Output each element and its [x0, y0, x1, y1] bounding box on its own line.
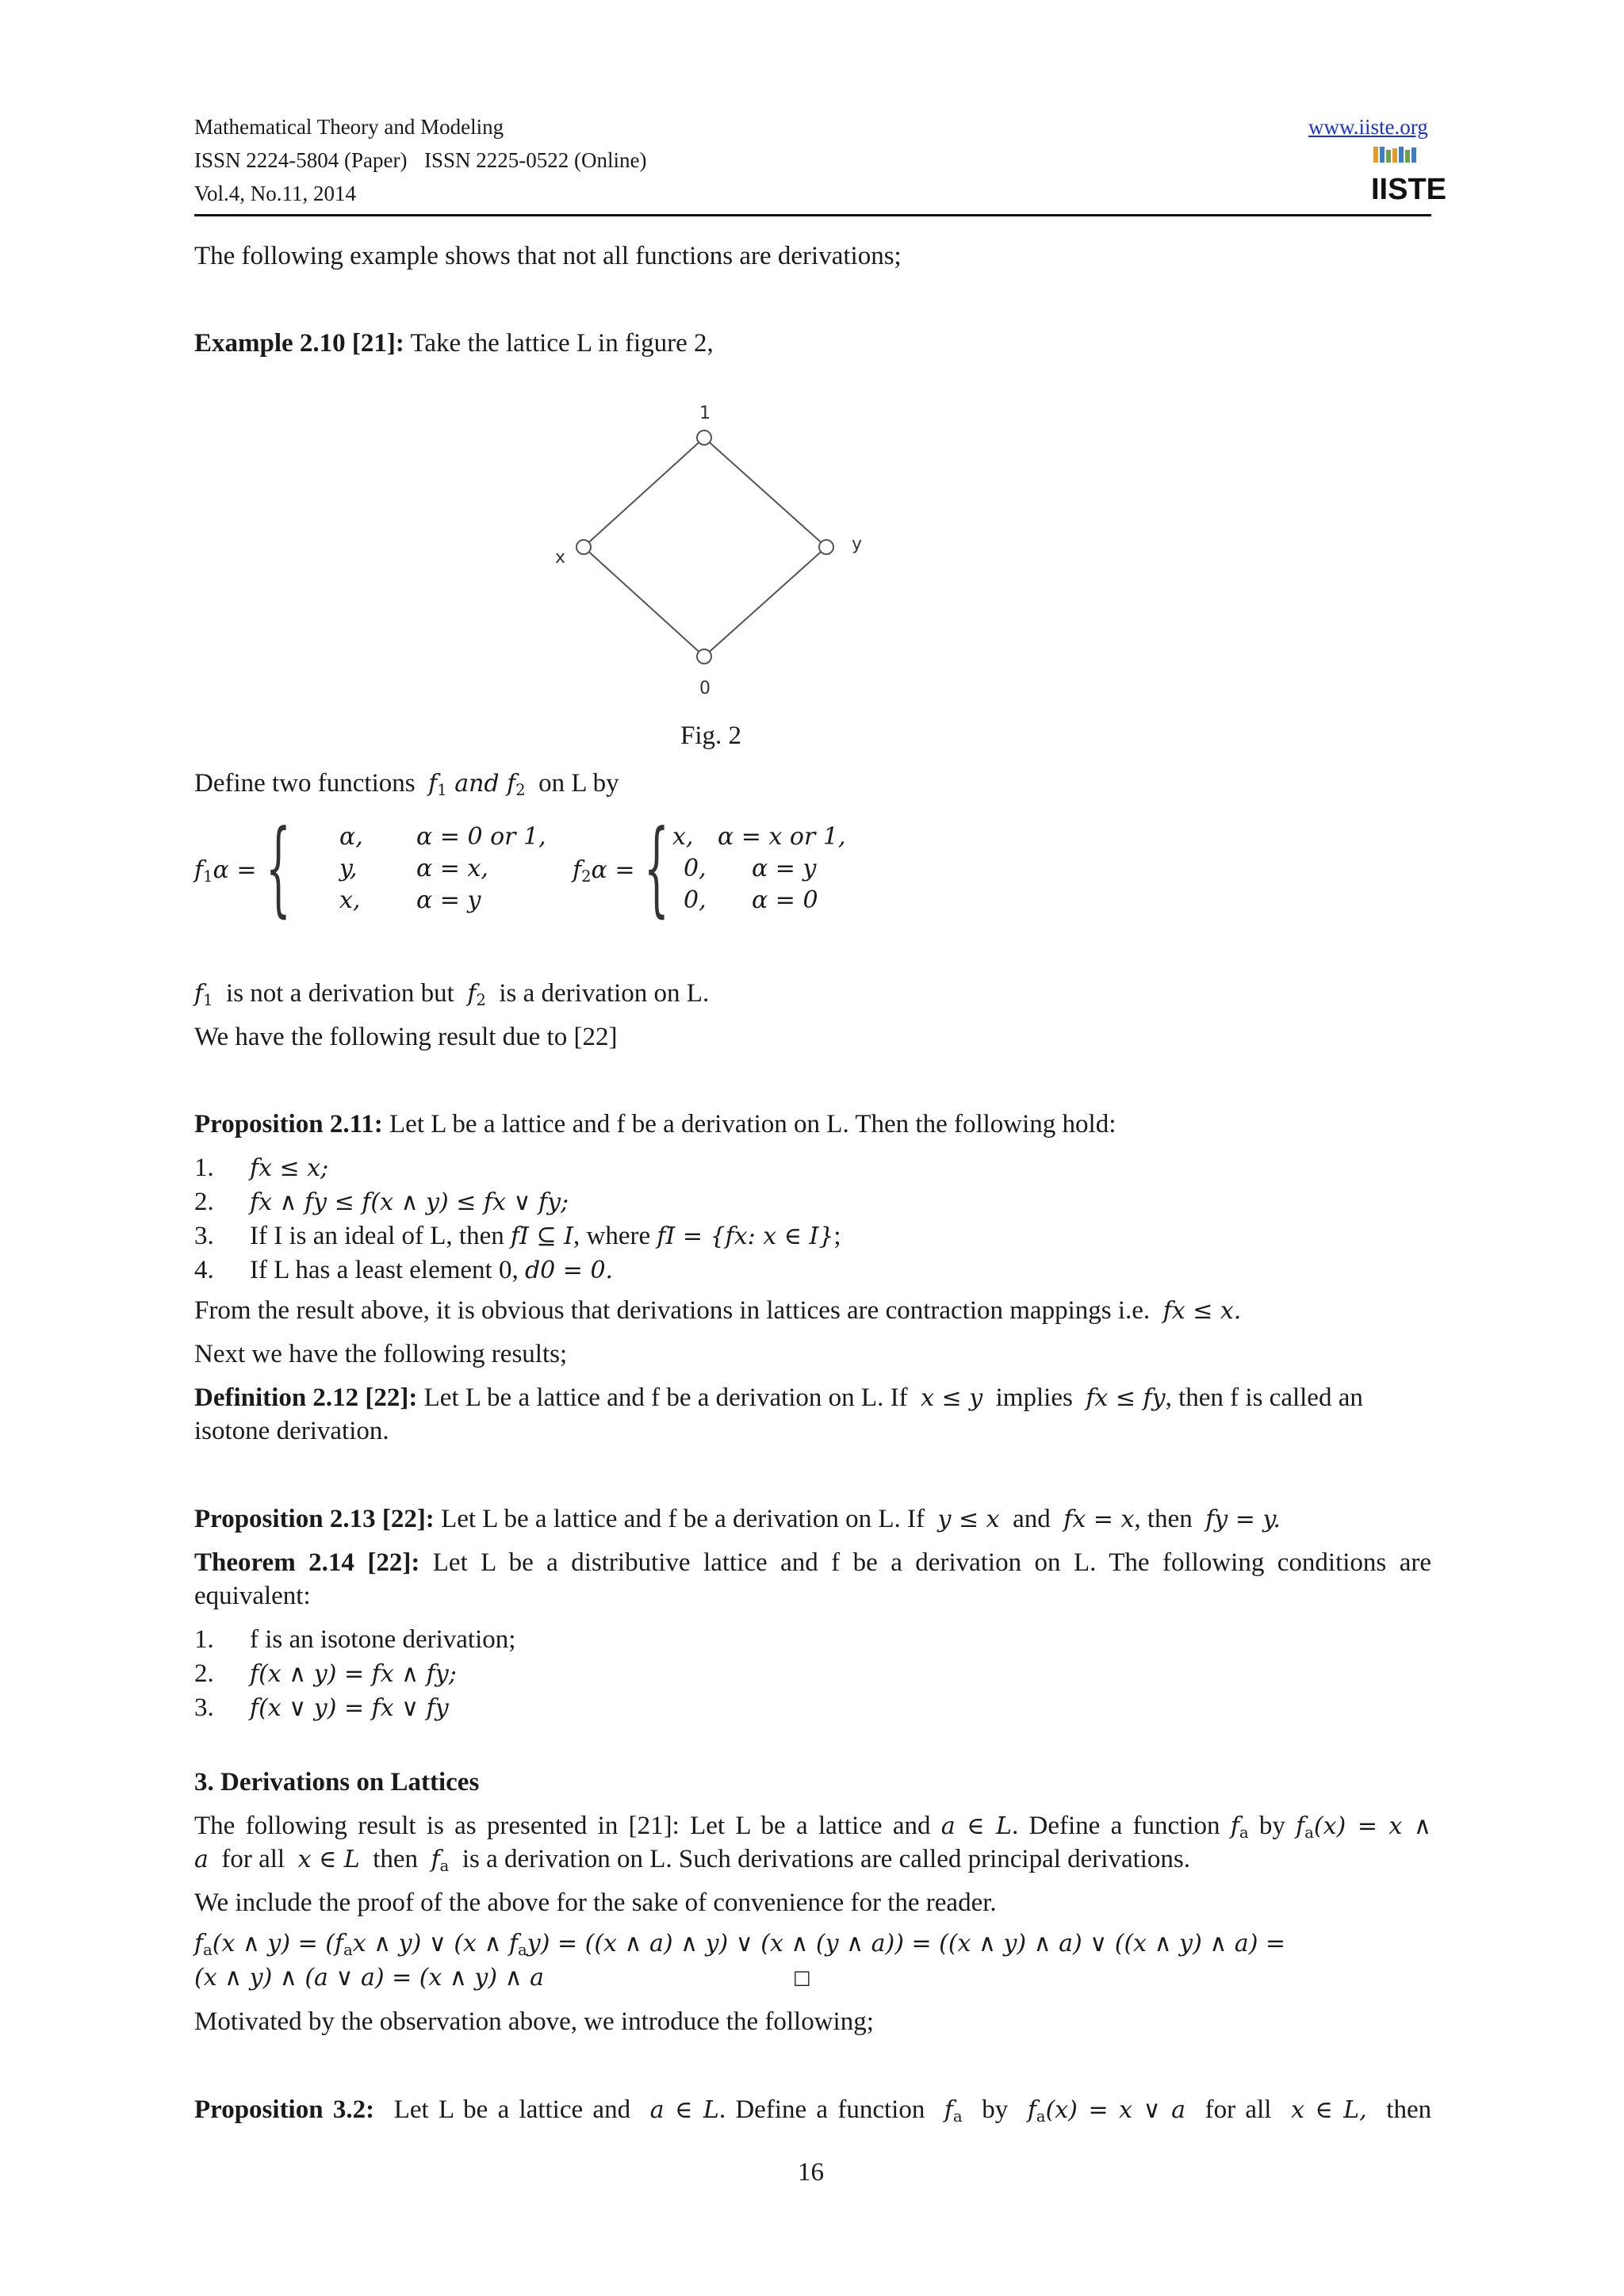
- iiste-logo: [1370, 145, 1447, 206]
- theorem-2-14-line2: equivalent:: [194, 1582, 311, 1610]
- qed-symbol: □: [793, 1966, 811, 1988]
- volume-info: Vol.4, No.11, 2014: [194, 182, 357, 205]
- label-right: y: [852, 534, 863, 554]
- theorem-2-14-item-1: 1. f is an isotone derivation;: [194, 1625, 516, 1654]
- label-top: 1: [699, 404, 710, 423]
- f1-case-1-cond: α = 0 or 1,: [416, 823, 546, 851]
- node-left: [576, 540, 591, 554]
- f1-case-1-value: α,: [339, 823, 363, 851]
- example-text: Take the lattice L in figure 2,: [410, 329, 714, 358]
- figure-caption: Fig. 2: [680, 721, 742, 750]
- lattice-diagram: [539, 396, 872, 706]
- svg-text:IISTE: IISTE: [1371, 173, 1447, 206]
- proof-intro: We include the proof of the above for the sake of convenience for the reader.: [194, 1888, 997, 1917]
- node-top: [697, 430, 711, 445]
- define-functions: Define two functions $f_1$ and $f_2$ on L by: [194, 769, 619, 799]
- edge-top-right: [704, 438, 826, 547]
- journal-title: Mathematical Theory and Modeling: [194, 115, 504, 139]
- theorem-2-14: Theorem 2.14 [22]: Let L be a distributive lattice and f be a derivation on L. The following conditions are: [194, 1548, 1431, 1577]
- f2-case-3-cond: α = 0: [752, 886, 818, 914]
- next-results: Next we have the following results;: [194, 1340, 568, 1368]
- section-3-paragraph-line1: The following result is as presented in [21]: Let L be a lattice and a ∈ L. Define a function $f_a$ by $f_a(x) = x$ ∧: [194, 1812, 1432, 1842]
- node-bottom: [697, 649, 711, 664]
- f1-case-2-cond: α = x,: [416, 855, 488, 882]
- example-label: Example 2.10 [21]:: [194, 329, 404, 358]
- f1-brace: {: [266, 808, 291, 928]
- header-rule: [194, 214, 1431, 216]
- f2-case-1-value: x,: [672, 823, 694, 851]
- theorem-2-14-item-2: 2. f(x ∧ y) = fx ∧ fy;: [194, 1659, 457, 1688]
- label-bottom: 0: [699, 679, 710, 698]
- intro-line: The following example shows that not all functions are derivations;: [194, 242, 902, 270]
- proposition-3-2: Proposition 3.2: Let L be a lattice and a ∈ L. Define a function $f_a$ by $f_a(x) = x$ ∨ a for all x ∈ L, then: [194, 2095, 1432, 2126]
- definition-2-12: Definition 2.12 [22]: Let L be a lattice and f be a derivation on L. If x ≤ y implies fx ≤ fy, then f is called an: [194, 1383, 1363, 1412]
- f2-case-2-cond: α = y: [752, 855, 817, 882]
- issn-online: ISSN 2225-0522 (Online): [424, 148, 647, 172]
- proof-line-1: $f_a(x$ ∧ $y) = (f_ax$ ∧ y) ∨ (x ∧ $f_ay) = ((x$ ∧ a) ∧ y) ∨ (x ∧ (y ∧ a)) = ((x ∧ y) ∧ a) ∨ ((x ∧ y) ∧ a) =: [194, 1930, 1286, 1959]
- f1-case-2-value: y,: [339, 855, 358, 882]
- f2-lhs: $f_2\alpha$ =: [573, 856, 635, 886]
- motivated-line: Motivated by the observation above, we introduce the following;: [194, 2007, 874, 2036]
- f1-case-3-cond: α = y: [416, 886, 481, 914]
- section-3-heading: 3. Derivations on Lattices: [194, 1768, 480, 1797]
- proof-line-2: (x ∧ y) ∧ (a ∨ a) = (x ∧ y) ∧ a: [194, 1964, 544, 1992]
- edge-right-bottom: [704, 547, 826, 656]
- proposition-2-11: Proposition 2.11: Let L be a lattice and f be a derivation on L. Then the following hold:: [194, 1110, 1116, 1138]
- node-right: [819, 540, 833, 554]
- prop-2-11-item-2: 2. fx ∧ fy ≤ f(x ∧ y) ≤ fx ∨ fy;: [194, 1188, 569, 1216]
- edge-top-left: [584, 438, 704, 547]
- label-left: x: [555, 548, 566, 568]
- theorem-2-14-item-3: 3. f(x ∨ y) = fx ∨ fy: [194, 1693, 449, 1722]
- prop-2-11-item-3: 3. If I is an ideal of L, then fI ⊆ I, where fI = {fx: x ∈ I};: [194, 1222, 841, 1250]
- page-number: 16: [798, 2158, 824, 2187]
- edge-left-bottom: [584, 547, 704, 656]
- f2-brace: {: [644, 808, 669, 928]
- definition-2-12-line2: isotone derivation.: [194, 1417, 389, 1445]
- prop-2-11-item-1: 1. fx ≤ x;: [194, 1154, 329, 1182]
- example-2-10: [194, 329, 714, 358]
- proposition-2-13: Proposition 2.13 [22]: Let L be a lattice and f be a derivation on L. If y ≤ x and fx = x, then fy = y.: [194, 1505, 1281, 1533]
- f2-case-3-value: 0,: [684, 886, 707, 914]
- f1-case-3-value: x,: [339, 886, 361, 914]
- f2-case-1-cond: α = x or 1,: [718, 823, 846, 851]
- contraction-remark: From the result above, it is obvious that derivations in lattices are contraction mappings i.e. fx ≤ x.: [194, 1296, 1242, 1325]
- issn-paper: ISSN 2224-5804 (Paper): [194, 148, 408, 172]
- prop-2-11-item-4: 4. If L has a least element 0, d0 = 0.: [194, 1256, 614, 1284]
- website-link[interactable]: www.iiste.org: [1308, 115, 1428, 139]
- result-due: We have the following result due to [22]: [194, 1023, 618, 1051]
- f1-lhs: $f_1\alpha$ =: [194, 856, 257, 886]
- f1-not-derivation: $f_1$ is not a derivation but $f_2$ is a derivation on L.: [194, 979, 710, 1009]
- f2-case-2-value: 0,: [684, 855, 707, 882]
- section-3-paragraph-line2: a for all x ∈ L then $f_a$ is a derivation on L. Such derivations are called principal derivations.: [194, 1845, 1191, 1875]
